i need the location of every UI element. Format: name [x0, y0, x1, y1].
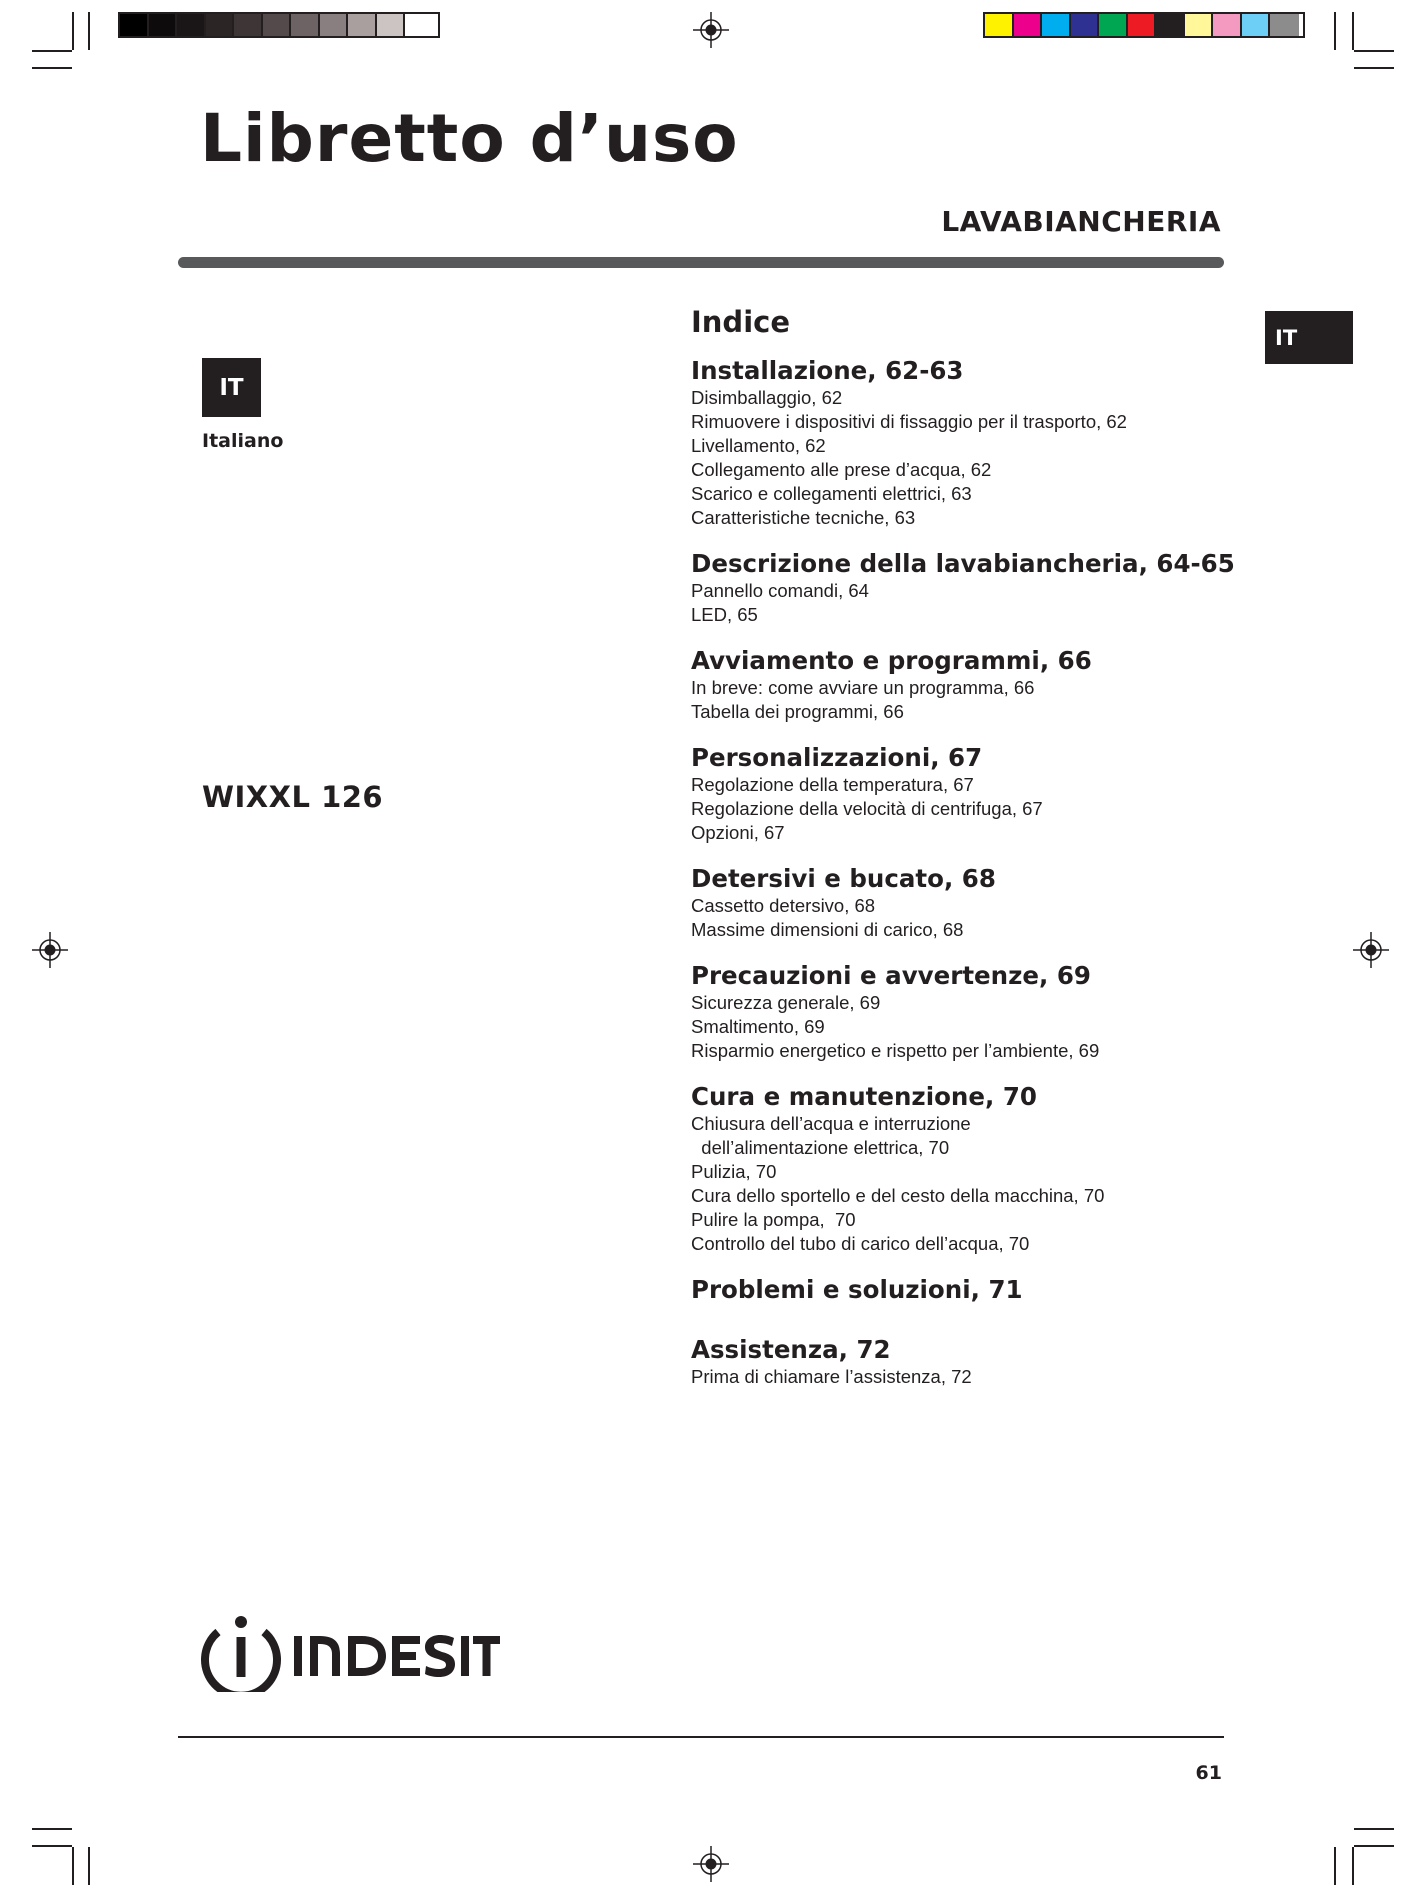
- calibration-swatch: [1071, 14, 1100, 36]
- toc-entry: Prima di chiamare l’assistenza, 72: [691, 1366, 972, 1387]
- toc-entry: Collegamento alle prese d’acqua, 62: [691, 459, 992, 480]
- toc-entry: Smaltimento, 69: [691, 1016, 825, 1037]
- toc-section: [691, 646, 1251, 724]
- page-number: 61: [1195, 1762, 1222, 1784]
- toc-section: [691, 1335, 1251, 1389]
- toc-entry: Controllo del tubo di carico dell’acqua, 70: [691, 1233, 1030, 1254]
- info-i-circle-icon: [205, 1616, 277, 1692]
- indesit-wordmark: [294, 1635, 500, 1677]
- registration-mark-icon: [693, 1846, 729, 1882]
- toc-entry: Rimuovere i dispositivi di fissaggio per il trasporto, 62: [691, 411, 1127, 432]
- toc-section-title: Descrizione della lavabiancheria, 64-65: [691, 549, 1235, 578]
- toc-section-title: Detersivi e bucato, 68: [691, 864, 996, 893]
- grey-calibration-bar: [118, 12, 440, 38]
- toc-section: [691, 356, 1251, 530]
- toc-sections: [691, 356, 1251, 1389]
- toc-section-title: Problemi e soluzioni, 71: [691, 1275, 1023, 1304]
- calibration-swatch: [177, 14, 206, 36]
- calibration-swatch: [263, 14, 292, 36]
- crop-mark: [1352, 12, 1354, 50]
- toc-entry: Massime dimensioni di carico, 68: [691, 919, 964, 940]
- toc-entry: Scarico e collegamenti elettrici, 63: [691, 483, 972, 504]
- toc-entry: Livellamento, 62: [691, 435, 826, 456]
- calibration-swatch: [377, 14, 406, 36]
- calibration-swatch: [1270, 14, 1299, 36]
- calibration-swatch: [1099, 14, 1128, 36]
- registration-mark-icon: [1353, 932, 1389, 968]
- crop-mark: [1354, 67, 1394, 69]
- toc-entry: Caratteristiche tecniche, 63: [691, 507, 916, 528]
- toc-entry: Regolazione della velocità di centrifuga, 67: [691, 798, 1043, 819]
- toc-heading: Indice: [691, 305, 790, 339]
- footer-divider: [178, 1736, 1224, 1738]
- crop-mark: [32, 50, 72, 52]
- calibration-swatch: [1213, 14, 1242, 36]
- toc-entry: Pulire la pompa, 70: [691, 1209, 856, 1230]
- crop-mark: [1334, 1847, 1336, 1885]
- page-title: Libretto d’uso: [200, 100, 739, 177]
- calibration-swatch: [348, 14, 377, 36]
- crop-mark: [88, 12, 90, 50]
- calibration-swatch: [1014, 14, 1043, 36]
- toc-entry: Disimballaggio, 62: [691, 387, 843, 408]
- toc-entry: Pannello comandi, 64: [691, 580, 869, 601]
- color-calibration-bar: [983, 12, 1305, 38]
- toc-entry: In breve: come avviare un programma, 66: [691, 677, 1035, 698]
- toc-section: [691, 743, 1251, 845]
- toc-entry: Chiusura dell’acqua e interruzione: [691, 1113, 971, 1134]
- registration-mark-icon: [32, 932, 68, 968]
- calibration-swatch: [234, 14, 263, 36]
- calibration-swatch: [149, 14, 178, 36]
- calibration-swatch: [1128, 14, 1157, 36]
- calibration-swatch: [985, 14, 1014, 36]
- crop-mark: [32, 67, 72, 69]
- registration-mark-icon: [693, 12, 729, 48]
- toc-entry: Sicurezza generale, 69: [691, 992, 881, 1013]
- calibration-swatch: [1156, 14, 1185, 36]
- crop-mark: [1352, 1847, 1354, 1885]
- crop-mark: [1354, 1828, 1394, 1830]
- calibration-swatch: [405, 14, 434, 36]
- calibration-swatch: [320, 14, 349, 36]
- toc-section-title: Avviamento e programmi, 66: [691, 646, 1092, 675]
- toc-entry: Regolazione della temperatura, 67: [691, 774, 974, 795]
- toc-section-title: Installazione, 62-63: [691, 356, 964, 385]
- table-of-contents: [691, 305, 1251, 1408]
- calibration-swatch: [120, 14, 149, 36]
- toc-entry: Opzioni, 67: [691, 822, 785, 843]
- crop-mark: [72, 12, 74, 50]
- toc-entry: Risparmio energetico e rispetto per l’ambiente, 69: [691, 1040, 1100, 1061]
- toc-entry: Tabella dei programmi, 66: [691, 701, 904, 722]
- calibration-swatch: [291, 14, 320, 36]
- calibration-swatch: [1242, 14, 1271, 36]
- crop-mark: [1334, 12, 1336, 50]
- toc-section: [691, 549, 1251, 627]
- toc-entry: dell’alimentazione elettrica, 70: [691, 1137, 950, 1158]
- toc-section: [691, 1275, 1251, 1305]
- crop-mark: [1354, 1845, 1394, 1847]
- language-tab: IT: [1265, 311, 1353, 364]
- calibration-swatch: [1042, 14, 1071, 36]
- crop-mark: [32, 1828, 72, 1830]
- toc-section: [691, 1082, 1251, 1256]
- toc-section: [691, 864, 1251, 942]
- crop-mark: [32, 1845, 72, 1847]
- toc-entry: LED, 65: [691, 604, 758, 625]
- toc-section-title: Personalizzazioni, 67: [691, 743, 983, 772]
- calibration-swatch: [206, 14, 235, 36]
- toc-section-title: Assistenza, 72: [691, 1335, 891, 1364]
- header-divider: [178, 257, 1224, 268]
- toc-section: [691, 961, 1251, 1063]
- toc-section-title: Cura e manutenzione, 70: [691, 1082, 1037, 1111]
- crop-mark: [72, 1847, 74, 1885]
- toc-entry: Cura dello sportello e del cesto della macchina, 70: [691, 1185, 1105, 1206]
- language-badge: IT: [202, 358, 261, 417]
- crop-mark: [88, 1847, 90, 1885]
- language-name: Italiano: [202, 430, 284, 452]
- brand-logo: [200, 1610, 500, 1692]
- calibration-swatch: [1185, 14, 1214, 36]
- model-name: WIXXL 126: [202, 780, 384, 814]
- crop-mark: [1354, 50, 1394, 52]
- product-type: LAVABIANCHERIA: [941, 205, 1221, 238]
- toc-section-title: Precauzioni e avvertenze, 69: [691, 961, 1091, 990]
- toc-entry: Pulizia, 70: [691, 1161, 777, 1182]
- toc-entry: Cassetto detersivo, 68: [691, 895, 876, 916]
